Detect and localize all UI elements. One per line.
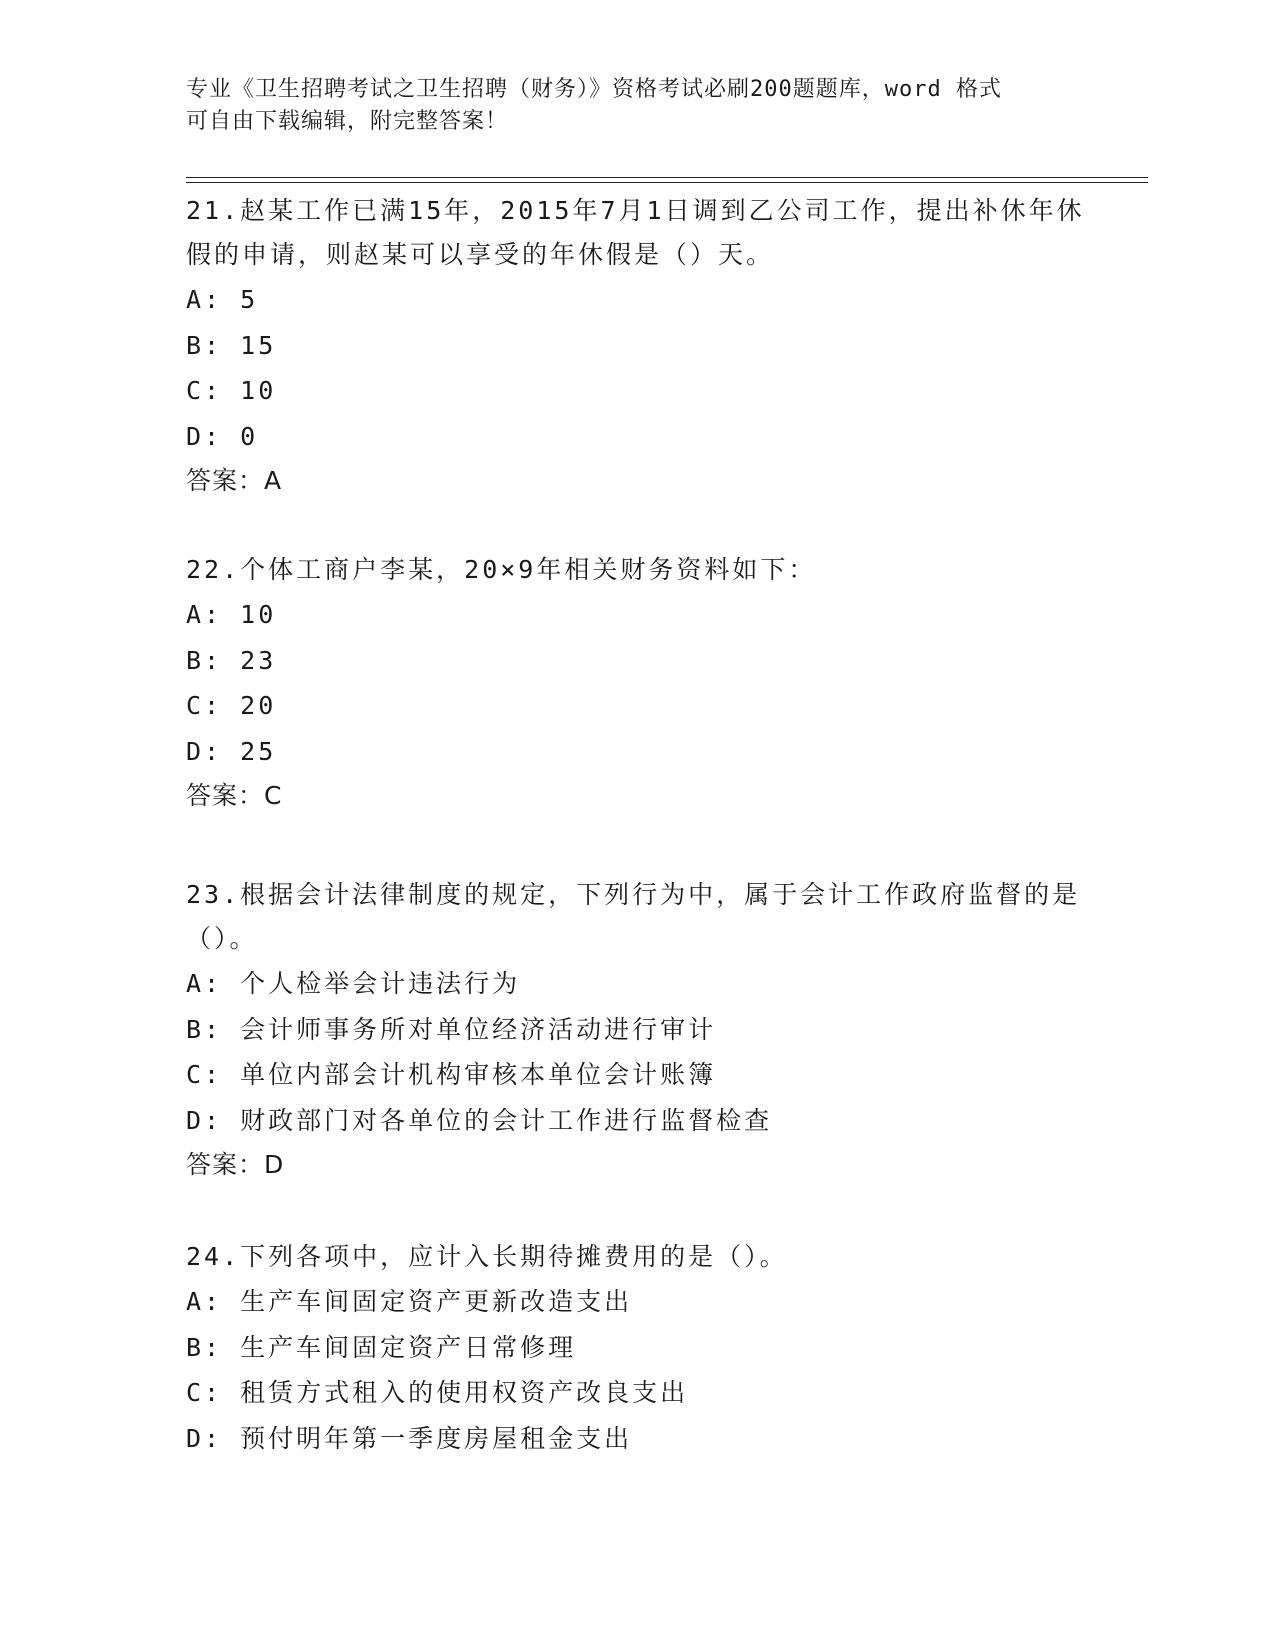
option-c: C: 租赁方式租入的使用权资产改良支出: [186, 1378, 689, 1407]
question-stem: 21.赵某工作已满15年，2015年7月1日调到乙公司工作，提出补休年休假的申请，则赵某可以享受的年休假是（）天。: [186, 196, 1085, 269]
option-b: B: 23: [186, 645, 277, 675]
answer-label: 答案：A: [186, 466, 283, 495]
header-divider-bottom: [186, 182, 1148, 183]
question-22: [186, 548, 1086, 818]
option-b: B: 15: [186, 330, 277, 360]
option-a: A: 个人检举会计违法行为: [186, 969, 521, 998]
answer-label: 答案：C: [186, 781, 283, 810]
question-21: [186, 189, 1086, 503]
option-d: D: 财政部门对各单位的会计工作进行监督检查: [186, 1105, 773, 1135]
option-a: A: 10: [186, 600, 277, 629]
header-title-line-2: 可自由下载编辑，附完整答案！: [186, 109, 509, 134]
question-stem: 24.下列各项中，应计入长期待摊费用的是（）。: [186, 1242, 788, 1271]
option-c: C: 10: [186, 376, 277, 405]
option-b: B: 生产车间固定资产日常修理: [186, 1332, 577, 1362]
header-title-line-1: 专业《卫生招聘考试之卫生招聘（财务）》资格考试必刷200题题库，word 格式: [186, 77, 1002, 102]
option-c: C: 单位内部会计机构审核本单位会计账簿: [186, 1060, 717, 1089]
answer-label: 答案：D: [186, 1150, 285, 1179]
question-stem: 22.个体工商户李某，20×9年相关财务资料如下：: [186, 555, 817, 584]
option-b: B: 会计师事务所对单位经济活动进行审计: [186, 1014, 717, 1044]
option-c: C: 20: [186, 691, 277, 720]
option-a: A: 生产车间固定资产更新改造支出: [186, 1287, 633, 1316]
document-header: [186, 74, 1086, 138]
option-a: A: 5: [186, 285, 259, 314]
question-24: [186, 1235, 1086, 1461]
header-divider-top: [186, 177, 1148, 178]
option-d: D: 预付明年第一季度房屋租金支出: [186, 1423, 633, 1453]
option-d: D: 25: [186, 736, 277, 766]
question-stem: 23.根据会计法律制度的规定，下列行为中，属于会计工作政府监督的是（）。: [186, 880, 1081, 953]
question-23: [186, 873, 1086, 1187]
option-d: D: 0: [186, 421, 259, 451]
